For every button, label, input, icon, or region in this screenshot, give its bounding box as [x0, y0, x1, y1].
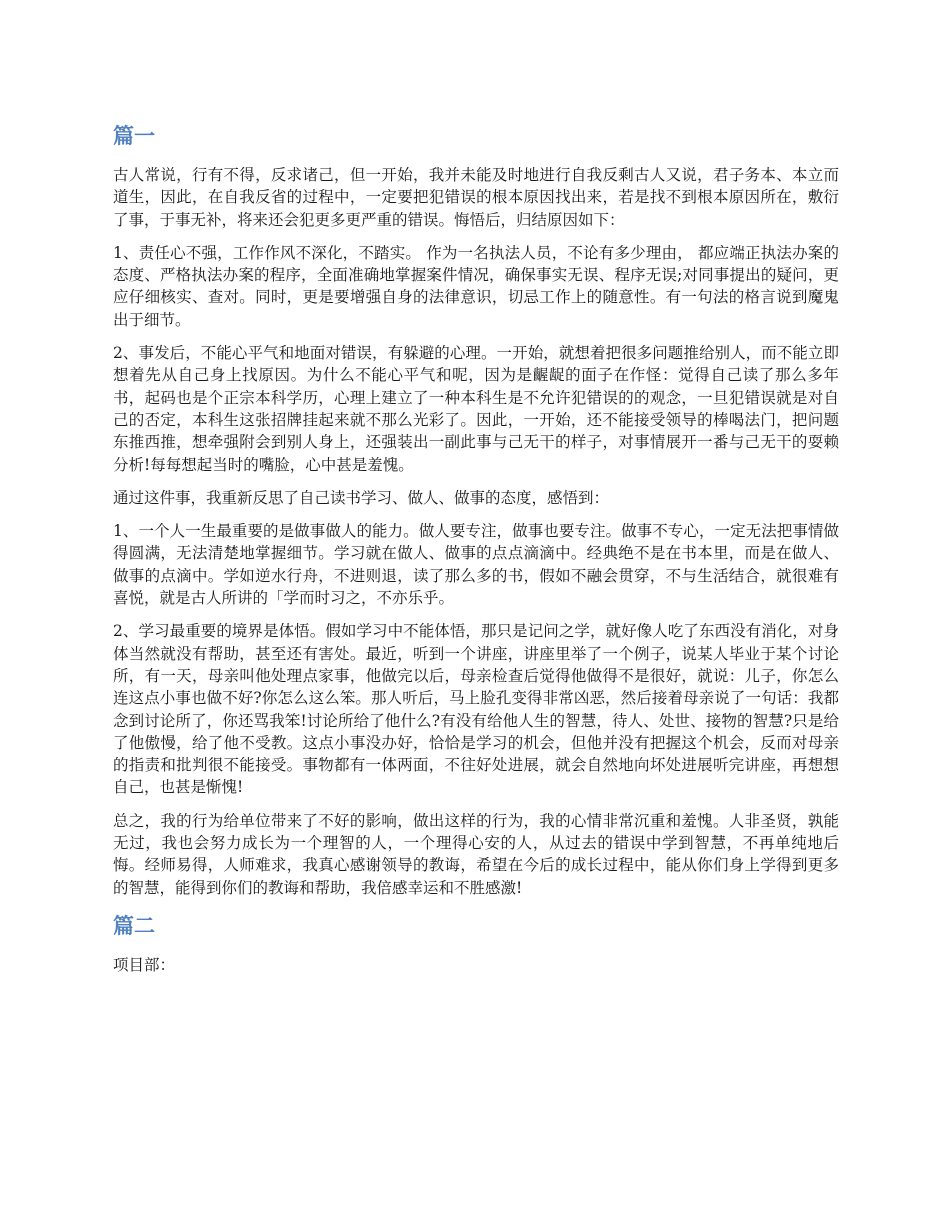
section-heading-2: 篇二 [113, 913, 155, 938]
paragraph: 总之，我的行为给单位带来了不好的影响，做出这样的行为，我的心情非常沉重和羞愧。人非圣贤，孰能无过，我也会努力成长为一个理智的人，一个理得心安的人，从过去的错误中学到智慧，不再单纯地后悔。经师易得，人师难求，我真心感谢领导的教诲，希望在今后的成长过程中，能从你们身上学得到更多的智慧，能得到你们的教诲和帮助，我倍感幸运和不胜感激! [113, 811, 839, 897]
paragraph: 古人常说，行有不得，反求诸己，但一开始，我并未能及时地进行自我反剩古人又说，君子务本、本立而道生，因此，在自我反省的过程中，一定要把犯错误的根本原因找出来，若是找不到根本原因所在，敷衍了事，于事无补，将来还会犯更多更严重的错误。悔悟后，归结原因如下： [113, 166, 839, 229]
section-heading-1: 篇一 [113, 124, 155, 148]
paragraph: 2、学习最重要的境界是体悟。假如学习中不能体悟，那只是记问之学，就好像人吃了东西没有消化，对身体当然就没有帮助，甚至还有害处。最近，听到一个讲座，讲座里举了一个例子，说某人毕业于某个讨论所，有一天，母亲叫他处理点家事，他做完以后，母亲检查后觉得他做得不是很好，就说：儿子，你怎么连这点小事也做不好?你怎么这么笨。那人听后，马上脸孔变得非常凶恶，然后接着母亲说了一句话：我都念到讨论所了，你还骂我笨!讨论所给了他什么?有没有给他人生的智慧，待人、处世、接物的智慧?只是给了他傲慢，给了他不受教。这点小事没办好，恰恰是学习的机会，但他并没有把握这个机会，反而对母亲的指责和批判很不能接受。事物都有一体两面，不往好处进展，就会自然地向坏处进展听完讲座，再想想自己，也甚是惭愧! [113, 622, 839, 797]
paragraph: 1、一个人一生最重要的是做事做人的能力。做人要专注，做事也要专注。做事不专心，一定无法把事情做得圆满，无法清楚地掌握细节。学习就在做人、做事的点点滴滴中。经典绝不是在书本里，而是在做人、做事的点滴中。学如逆水行舟，不进则退，读了那么多的书，假如不融会贯穿，不与生活结合，就很难有喜悦，就是古人所讲的「学而时习之，不亦乐乎。 [113, 522, 839, 608]
document-page [113, 120, 839, 987]
paragraph: 项目部： [113, 955, 176, 974]
paragraph: 2、事发后，不能心平气和地面对错误，有躲避的心理。一开始，就想着把很多问题推给别人，而不能立即想着先从自己身上找原因。为什么不能心平气和呢，因为是齷龊的面子在作怪：觉得自己读了那么多年书，起码也是个正宗本科学历，心理上建立了一种本科生是不允许犯错误的的观念，一旦犯错误就是对自己的否定，本科生这张招牌挂起来就不那么光彩了。因此，一开始，还不能接受领导的棒喝法门，把问题东推西推，想牵强附会到别人身上，还强装出一副此事与己无干的样子，对事情展开一番与己无干的耍赖分析!每每想起当时的嘴脸，心中甚是羞愧。 [113, 344, 839, 474]
paragraph: 通过这件事，我重新反思了自己读书学习、做人、做事的态度，感悟到： [113, 488, 610, 507]
paragraph: 1、责任心不强，工作作风不深化，不踏实。 作为一名执法人员，不论有多少理由， 都应端正执法办案的态度、严格执法办案的程序，全面准确地掌握案件情况，确保事实无误、程序无误;对同事提出的疑问，更应仔细核实、查对。同时，更是要增强自身的法律意识，切忌工作上的随意性。有一句法的格言说到魔鬼出于细节。 [113, 243, 839, 329]
